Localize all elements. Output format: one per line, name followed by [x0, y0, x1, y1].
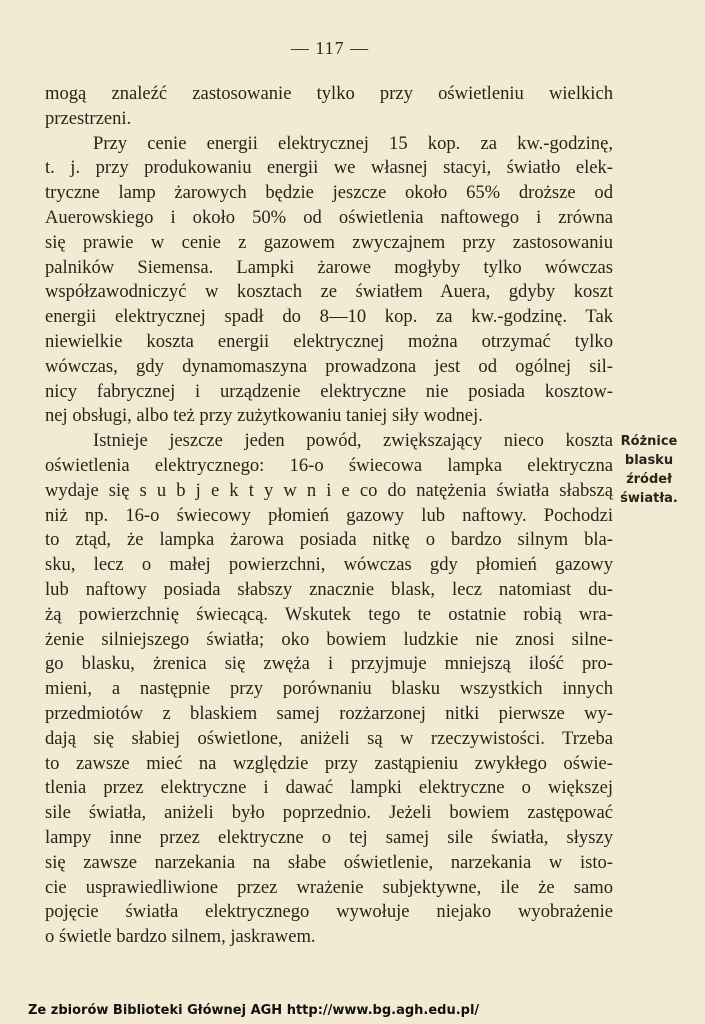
page-number: — 117 —: [290, 38, 370, 58]
text-line: to ztąd, że lampka żarowa posiada nitkę o bardzo silnym bla-: [45, 529, 613, 551]
text-line: nicy fabrycznej i urządzenie elektryczne nie posiada kosztow-: [45, 380, 613, 402]
text-line: Istnieje jeszcze jeden powód, zwiększający nieco koszta: [93, 430, 613, 452]
text-line: tryczne lamp żarowych będzie jeszcze około 65% droższe od: [45, 182, 613, 204]
text-line: mogą znaleźć zastosowanie tylko przy oświetleniu wielkich: [45, 83, 613, 104]
text-line: t. j. przy produkowaniu energii we własnej stacyi, światło elek-: [45, 157, 613, 179]
text-line: się zawsze narzekania na słabe oświetlenie, narzekania w isto-: [45, 851, 613, 873]
text-line: nej obsługi, albo też przy zużytkowaniu taniej siły wodnej.: [45, 405, 483, 427]
text-line: przedmiotów z blaskiem samej rozżarzonej nitki pierwsze wy-: [45, 702, 613, 724]
text-line: Przy cenie energii elektrycznej 15 kop. za kw.-godzinę,: [93, 132, 613, 154]
text-line: żenie silniejszego światła; oko bowiem ludzkie nie znosi silne-: [45, 628, 613, 650]
text-line: go blasku, żrenica się zwęża i przyjmuje mniejszą ilość pro-: [45, 653, 613, 675]
margin-note-line: Różnice: [620, 434, 678, 449]
text-line: się prawie w cenie z gazowem zwyczajnem przy zastosowaniu: [45, 231, 613, 253]
text-line: to zawsze mieć na względzie przy zastąpieniu zwykłego oświe-: [45, 752, 613, 774]
text-line: mieni, a następnie przy porównaniu blasku wszystkich innych: [45, 678, 613, 700]
text-line: wydaje się s u b j e k t y w n i e co do natężenia światła słabszą: [45, 479, 613, 501]
text-line: tlenia przez elektryczne i dawać lampki elektryczne o większej: [45, 777, 613, 799]
text-line: współzawodniczyć w kosztach ze światłem Auera, gdyby koszt: [45, 281, 613, 303]
text-line: oświetlenia elektrycznego: 16-o świecowa lampka elektryczna: [45, 454, 613, 476]
text-line: o świetle bardzo silnem, jaskrawem.: [45, 926, 316, 948]
text-line: przestrzeni.: [45, 107, 132, 129]
margin-note: [617, 432, 681, 508]
text-line: niewielkie koszta energii elektrycznej można otrzymać tylko: [45, 330, 613, 352]
text-line: żą powierzchnię świecącą. Wskutek tego te ostatnie robią wra-: [45, 603, 613, 625]
text-line: niż np. 16-o świecowy płomień gazowy lub naftowy. Pochodzi: [45, 504, 613, 526]
text-line: sku, lecz o małej powierzchni, wówczas gdy płomień gazowy: [45, 554, 613, 576]
text-line: lub naftowy posiada słabszy znacznie blask, lecz natomiast du-: [45, 578, 613, 600]
text-line: energii elektrycznej spadł do 8—10 kop. za kw.-godzinę. Tak: [45, 306, 613, 328]
margin-note-line: blasku: [624, 453, 674, 468]
library-footer: Ze zbiorów Biblioteki Głównej AGH http://www.bg.agh.edu.pl/: [28, 1003, 480, 1018]
text-line: sile światła, aniżeli było poprzednio. Jeżeli bowiem zastępować: [45, 802, 613, 824]
text-line: pojęcie światła elektrycznego wywołuje niejako wyobrażenie: [45, 901, 613, 923]
text-line: cie usprawiedliwione przez wrażenie subjektywne, ile że samo: [45, 876, 613, 898]
body-text: [45, 82, 613, 950]
margin-note-line: światła.: [620, 491, 678, 506]
margin-note-line: źródeł: [626, 472, 672, 487]
text-line: dają się słabiej oświetlone, aniżeli są w rzeczywistości. Trzeba: [45, 727, 613, 749]
text-line: lampy inne przez elektryczne o tej samej sile światła, słyszy: [45, 826, 613, 848]
text-line: palników Siemensa. Lampki żarowe mogłyby tylko wówczas: [45, 256, 613, 278]
text-line: wówczas, gdy dynamomaszyna prowadzona jest od ogólnej sil-: [45, 355, 613, 377]
text-line: Auerowskiego i około 50% od oświetlenia naftowego i zrówna: [45, 206, 613, 228]
